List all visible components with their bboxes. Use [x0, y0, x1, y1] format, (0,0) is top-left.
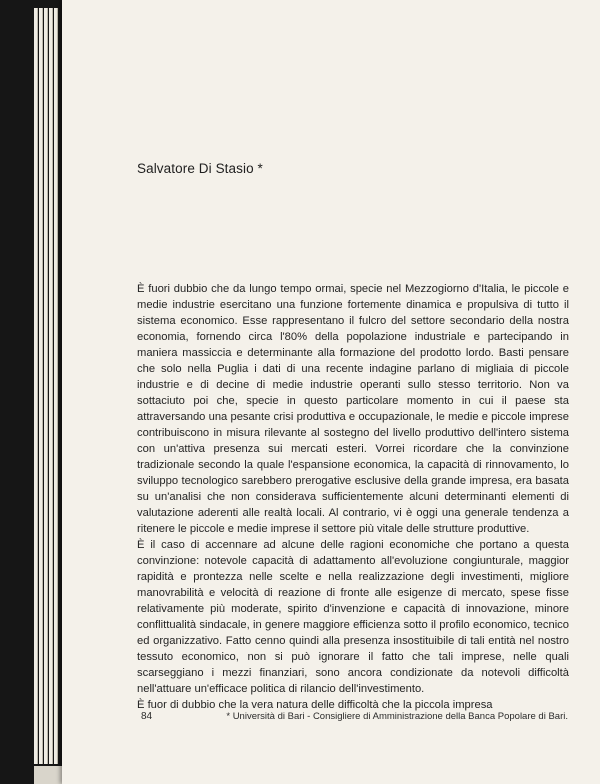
footnote: * Università di Bari - Consigliere di Amministrazione della Banca Popolare di Bari.	[226, 711, 568, 722]
page-edge	[44, 8, 48, 764]
page-edge	[39, 8, 43, 764]
page-edge	[34, 8, 38, 764]
page-edge	[54, 8, 58, 764]
paragraph-3: È fuor di dubbio che la vera natura delle difficoltà che la piccola impresa	[137, 699, 493, 711]
page-edge	[49, 8, 53, 764]
author-name: Salvatore Di Stasio *	[137, 161, 263, 176]
page-number: 84	[141, 711, 153, 722]
article-body	[137, 281, 569, 713]
paragraph-1: È fuori dubbio che da lungo tempo ormai, specie nel Mezzogiorno d'Italia, le piccole e medie industrie esercitano una funzione fortemente dinamica e propulsiva di tutto il sistema economico. Esse rappresentano il fulcro del settore secondario della nostra economia, fornendo circa l'80% della popolazione industriale e partecipando in maniera massiccia e determinante alla formazione del prodotto lordo. Basti pensare che solo nella Puglia i dati di una recente indagine parlano di migliaia di piccole industrie e di decine di medie industrie operanti sullo stesso territorio. Non va sottaciuto poi che, specie in questo particolare momento in cui il paese sta attraversando una pesante crisi produttiva e occupazionale, le medie e piccole imprese contribuiscono in misura rilevante al sostegno del livello produttivo dell'intero sistema con un'attiva presenza sui mercati esteri. Vorrei ricordare che la convinzione tradizionale secondo la quale l'espansione economica, la capacità di rinnovamento, lo sviluppo tecnologico sarebbero prerogative esclusive della grande impresa, era basata su un'analisi che non considerava sufficientemente alcuni determinanti elementi di valutazione aderenti alle realtà locali. Al contrario, vi è oggi una generale tendenza a ritenere le piccole e medie imprese il settore più vitale delle strutture produttive.	[137, 283, 569, 535]
paragraph-2: È il caso di accennare ad alcune delle ragioni economiche che portano a questa convinzione: notevole capacità di adattamento all'evoluzione congiunturale, maggior rapidità e prontezza nelle scelte e nella realizzazione degli investimenti, migliore manovrabilità e velocità di reazione di fronte alle esigenze di mercato, spese fisse relativamente più moderate, spirito d'invenzione e capacità di innovazione, minore conflittualità sindacale, in genere maggiore efficienza sotto il profilo economico, tecnico ed organizzativo. Fatto cenno quindi alla presenza insostituibile di tali entità nel nostro tessuto economico, non si può ignorare il fatto che tali imprese, nelle quali scarseggiano i mezzi finanziari, sono ancora condizionate da notevoli difficoltà nell'attuare un'efficace politica di rilancio dell'investimento.	[137, 539, 569, 695]
